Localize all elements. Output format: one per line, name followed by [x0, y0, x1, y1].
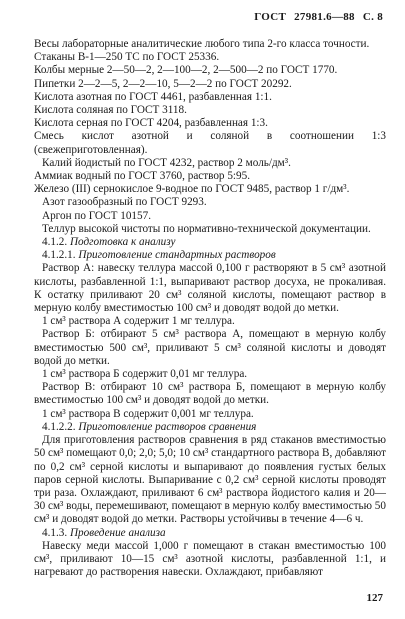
paragraph: 1 см³ раствора В содержит 0,001 мг теллура.	[42, 407, 254, 420]
text-line: Стаканы В-1—250 ТС по ГОСТ 25336.	[34, 51, 220, 64]
text-line: Аммиак водный по ГОСТ 3760, раствор 5:95.	[34, 170, 251, 183]
paragraph: Раствор Б: отбирают 5 см³ раствора А, помещают в мерную колбу вместимостью 500 см³, приливают 5 см³ соляной кислоты и доводят водой до метки.	[34, 328, 386, 367]
header-page: С. 8	[362, 11, 383, 23]
text-line: Аргон по ГОСТ 10157.	[42, 209, 152, 222]
text-line: Смесь кислот азотной и соляной в соотношении 1:3 (свежеприготовленная).	[34, 130, 386, 156]
section-heading-4-1-2-1: 4.1.2.1. Приготовление стандартных растворов	[42, 249, 276, 262]
paragraph: Раствор А: навеску теллура массой 0,100 г растворяют в 5 см³ азотной кислоты, разбавленной 1:1, выпаривают раствор досуха, не прокаливая. К остатку приливают 20 см³ соляной кислоты, помещают раствор в мерную колбу вместимостью 100 см³ и доводят водой до метки.	[34, 262, 386, 315]
text-line: Кислота соляная по ГОСТ 3118.	[34, 104, 187, 117]
paragraph: 1 см³ раствора Б содержит 0,01 мг теллура.	[42, 368, 248, 381]
section-heading-4-1-2: 4.1.2. Подготовка к анализу	[42, 236, 176, 249]
text-line: Кислота азотная по ГОСТ 4461, разбавленная 1:1.	[34, 90, 272, 103]
paragraph: Раствор В: отбирают 10 см³ раствора Б, помещают в мерную колбу вместимостью 100 см³ и доводят водой до метки.	[34, 381, 386, 407]
text-line: Железо (III) сернокислое 9-водное по ГОСТ 9485, раствор 1 г/дм³.	[34, 183, 350, 196]
page-header	[246, 11, 383, 24]
text-line: Азот газообразный по ГОСТ 9293.	[42, 196, 207, 209]
header-number: 27981.6—88	[294, 11, 355, 23]
text-line: Пипетки 2—2—5, 2—2—10, 5—2—2 по ГОСТ 20292.	[34, 77, 292, 90]
section-heading-4-1-2-2: 4.1.2.2. Приготовление растворов сравнения	[42, 420, 257, 433]
text-line: Калий йодистый по ГОСТ 4232, раствор 2 моль/дм³.	[42, 156, 291, 169]
paragraph: Для приготовления растворов сравнения в ряд стаканов вместимостью 50 см³ помещают 0,0; 2,0; 5,0; 10 см³ стандартного раствора В, добавляют по 0,2 см³ серной кислоты и выпаривают до появления густых белых паров серной кислоты. Выпаривание с 0,2 см³ серной кислоты проводят три раза. Охлаждают, приливают 6 см³ раствора йодистого калия и 20—30 см³ воды, перемешивают, помещают в мерную колбу вместимостью 50 см³ и доводят водой до метки. Растворы устойчивы в течение 4—6 ч.	[34, 434, 386, 526]
page-body	[34, 38, 386, 579]
header-gost: ГОСТ	[254, 11, 287, 23]
text-line: Весы лабораторные аналитические любого типа 2-го класса точности.	[34, 38, 370, 50]
paragraph: 1 см³ раствора А содержит 1 мг теллура.	[42, 315, 235, 328]
paragraph: Навеску меди массой 1,000 г помещают в стакан вместимостью 100 см³, приливают 10—15 см³ азотной кислоты, разбавленной 1:1, и нагревают до растворения навески. Охлаждают, прибавляют	[34, 539, 386, 579]
text-line: Теллур высокой чистоты по нормативно-технической документации.	[42, 222, 371, 235]
page-number: 127	[366, 592, 383, 604]
text-line: Колбы мерные 2—50—2, 2—100—2, 2—500—2 по ГОСТ 1770.	[34, 64, 338, 77]
text-line: Кислота серная по ГОСТ 4204, разбавленная 1:3.	[34, 117, 268, 130]
section-heading-4-1-3: 4.1.3. Проведение анализа	[42, 526, 166, 539]
